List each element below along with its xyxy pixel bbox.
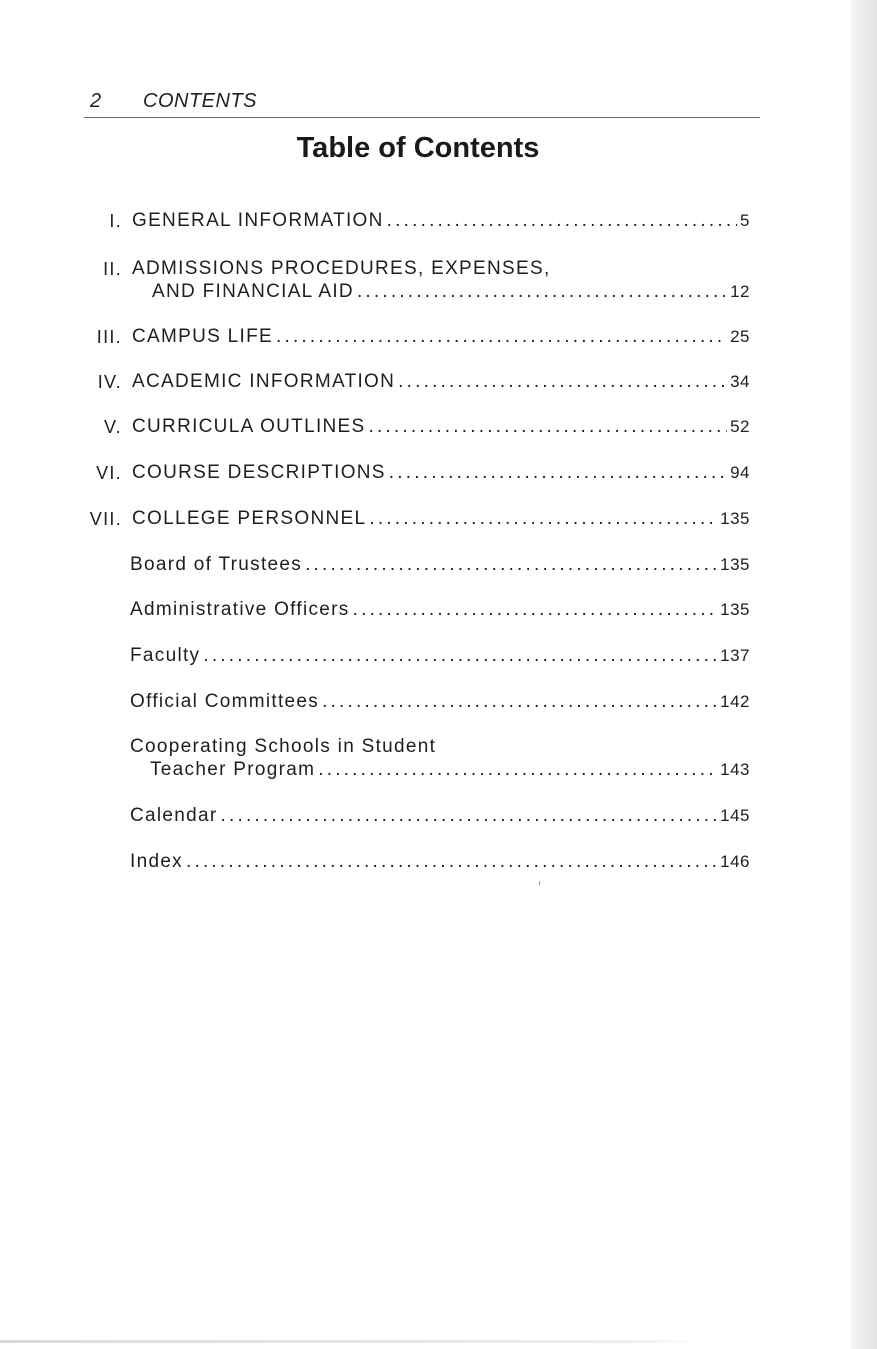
section-numeral: IV. xyxy=(97,372,122,392)
page-ref: 143 xyxy=(720,760,750,779)
stray-mark xyxy=(539,881,540,885)
page-ref: 137 xyxy=(720,646,750,665)
page-ref: 94 xyxy=(730,463,750,482)
page-ref: 146 xyxy=(720,852,750,871)
entry-title: Index xyxy=(130,851,183,872)
entry-title: COURSE DESCRIPTIONS xyxy=(132,462,386,483)
dot-leader xyxy=(398,371,727,393)
dot-leader xyxy=(357,281,727,303)
entry-title-line: Cooperating Schools in Student xyxy=(130,736,437,757)
page-ref: 52 xyxy=(730,417,750,436)
page-title: Table of Contents xyxy=(296,132,540,164)
entry-title: GENERAL INFORMATION xyxy=(132,210,384,231)
entry-title: AND FINANCIAL AID xyxy=(152,281,354,302)
entry-title: CURRICULA OUTLINES xyxy=(132,416,366,437)
page-edge-shadow xyxy=(851,0,877,1349)
page-ref: 12 xyxy=(730,282,750,301)
header-rule xyxy=(84,117,760,118)
entry-title: CAMPUS LIFE xyxy=(132,326,273,347)
section-numeral: V. xyxy=(104,417,122,437)
page-ref: 25 xyxy=(730,327,750,346)
dot-leader xyxy=(353,599,718,621)
dot-leader xyxy=(369,508,717,530)
entry-title: Administrative Officers xyxy=(130,599,350,620)
page-number: 2 xyxy=(90,90,102,112)
entry-title: Board of Trustees xyxy=(130,554,303,575)
running-head xyxy=(88,90,760,116)
dot-leader xyxy=(369,416,728,438)
page-ref: 145 xyxy=(720,806,750,825)
dot-leader xyxy=(203,645,717,667)
entry-title: COLLEGE PERSONNEL xyxy=(132,508,367,529)
page-ref: 34 xyxy=(730,372,750,391)
dot-leader xyxy=(389,462,727,484)
entry-title: Teacher Program xyxy=(150,759,316,780)
entry-title-line: ADMISSIONS PROCEDURES, EXPENSES, xyxy=(132,258,551,279)
dot-leader xyxy=(276,326,727,348)
dot-leader xyxy=(305,554,717,576)
section-numeral: III. xyxy=(96,327,122,347)
dot-leader xyxy=(186,851,717,873)
dot-leader xyxy=(318,759,717,781)
entry-title: Calendar xyxy=(130,805,218,826)
running-head-label: CONTENTS xyxy=(143,90,257,112)
dot-leader xyxy=(322,691,717,713)
page-ref: 142 xyxy=(720,692,750,711)
dot-leader xyxy=(387,210,737,232)
section-numeral: II. xyxy=(103,259,122,279)
page-ref: 5 xyxy=(740,211,750,230)
section-numeral: I. xyxy=(109,211,122,231)
page-ref: 135 xyxy=(720,509,750,528)
page-ref: 135 xyxy=(720,555,750,574)
dot-leader xyxy=(221,805,718,827)
page-bottom-edge xyxy=(0,1340,700,1343)
entry-title: Official Committees xyxy=(130,691,320,712)
entry-title: Faculty xyxy=(130,645,201,666)
section-numeral: VI. xyxy=(96,463,122,483)
entry-title: ACADEMIC INFORMATION xyxy=(132,371,396,392)
section-numeral: VII. xyxy=(89,509,122,529)
page-ref: 135 xyxy=(720,600,750,619)
